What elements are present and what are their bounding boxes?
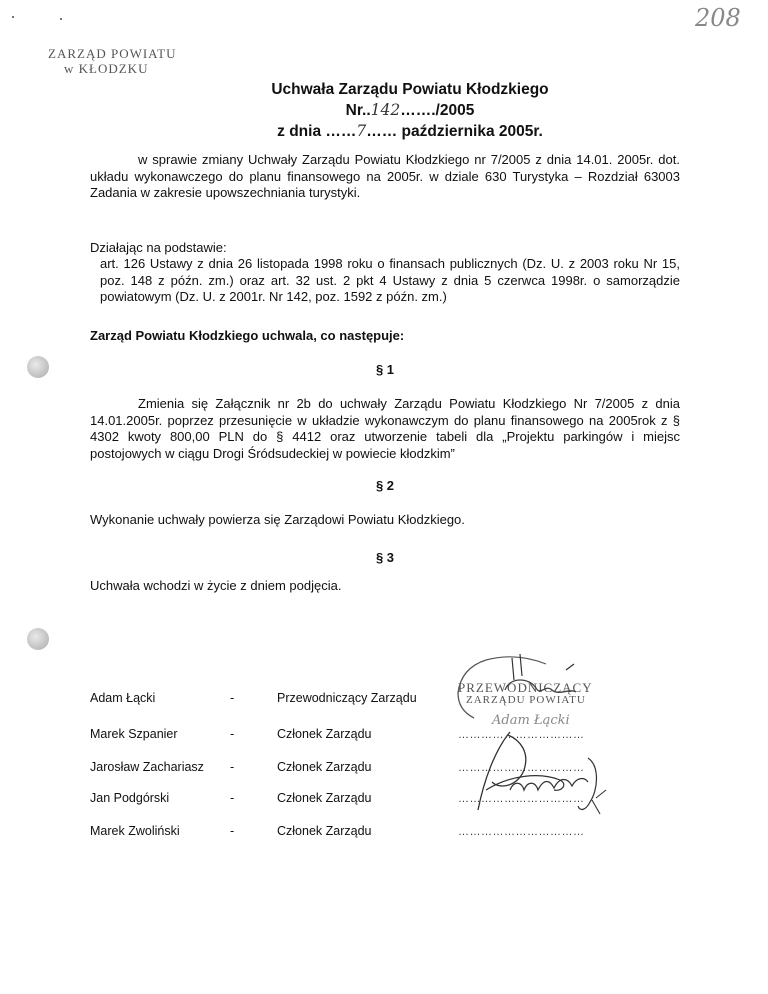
section-3-text: Uchwała wchodzi w życie z dniem podjęcia.: [90, 578, 342, 593]
nr-suffix: ……./2005: [400, 102, 475, 119]
scan-speck: [60, 18, 62, 20]
signatory-dash: -: [230, 691, 235, 705]
letterhead: [48, 46, 176, 76]
subject-paragraph: w sprawie zmiany Uchwały Zarządu Powiatu Kłodzkiego nr 7/2005 z dnia 14.01. 2005r. dot. układu wykonawczego do planu finansowego na 2005r. w dziale 630 Turystyka – Rozdział 63003 Zadania w zakresie upowszechniania turystyki.: [90, 152, 680, 200]
section-2-heading: § 2: [375, 478, 395, 493]
signatory-dash: -: [230, 791, 235, 805]
stamp-name: Adam Łącki: [492, 713, 570, 728]
section-3-heading: § 3: [375, 550, 395, 565]
nr-prefix: Nr..: [345, 102, 371, 119]
signatory-role: Członek Zarządu: [277, 760, 372, 774]
signatory-dash: -: [230, 727, 235, 741]
signatory-name: Jarosław Zachariasz: [90, 760, 204, 774]
title-number: [180, 100, 640, 121]
title-date: [180, 121, 640, 142]
stamp-line1: PRZEWODNICZĄCY: [458, 680, 593, 695]
date-suffix: …… października 2005r.: [366, 123, 543, 140]
signatory-role: Członek Zarządu: [277, 824, 372, 838]
document-title: [180, 80, 640, 142]
basis-intro: Działając na podstawie:: [90, 240, 227, 255]
signatory-role: Członek Zarządu: [277, 791, 372, 805]
date-prefix: z dnia ……: [277, 123, 357, 140]
nr-value: 142: [370, 101, 401, 119]
title-line1: Uchwała Zarządu Powiatu Kłodzkiego: [271, 81, 549, 98]
signature-line: ……………………………: [458, 762, 585, 774]
section-2-text: Wykonanie uchwały powierza się Zarządowi Powiatu Kłodzkiego.: [90, 512, 465, 527]
signature-scribbles: [450, 640, 620, 830]
signature-line: ……………………………: [458, 826, 585, 838]
signatory-name: Jan Podgórski: [90, 791, 170, 805]
signatory-dash: -: [230, 760, 235, 774]
scan-speck: [12, 16, 14, 18]
signatory-name: Adam Łącki: [90, 691, 156, 705]
signature-line: ……………………………: [458, 729, 585, 741]
basis-text: art. 126 Ustawy z dnia 26 listopada 1998 roku o finansach publicznych (Dz. U. z 2003 roku Nr 15, poz. 148 z późn. zm.) oraz art. 32 ust. 2 pkt 4 Ustawy z dnia 5 czerwca 1998r. o samorządzie powiatowym (Dz. U. z 2001r. Nr 142, poz. 1592 z późn. zm.): [100, 256, 680, 304]
stamp-line2: ZARZĄDU POWIATU: [466, 694, 586, 706]
signature-line: ……………………………: [458, 793, 585, 805]
letterhead-line1: ZARZĄD POWIATU: [48, 46, 177, 61]
page-number: 208: [695, 4, 741, 32]
signatory-dash: -: [230, 824, 235, 838]
date-value: 7: [356, 122, 367, 140]
signatory-role: Przewodniczący Zarządu: [277, 691, 417, 705]
letterhead-line2: w KŁODZKU: [64, 61, 149, 76]
section-1-heading: § 1: [375, 362, 395, 377]
punch-hole-bottom: [27, 628, 49, 650]
section-1-text: Zmienia się Załącznik nr 2b do uchwały Zarządu Powiatu Kłodzkiego Nr 7/2005 z dnia 14.01.2005r. poprzez przesunięcie w układzie wykonawczym do planu finansowego na 2005rok z § 4302 kwoty 800,00 PLN do § 4412 oraz utworzenie tabeli dla „Projektu parkingów i miejsc postojowych w ciągu Drogi Śródsudeckiej w powiecie kłodzkim”: [90, 396, 680, 461]
signatory-name: Marek Szpanier: [90, 727, 178, 741]
signatory-role: Członek Zarządu: [277, 727, 372, 741]
punch-hole-top: [27, 356, 49, 378]
resolves-line: Zarząd Powiatu Kłodzkiego uchwala, co następuje:: [90, 328, 405, 343]
signatory-name: Marek Zwoliński: [90, 824, 180, 838]
